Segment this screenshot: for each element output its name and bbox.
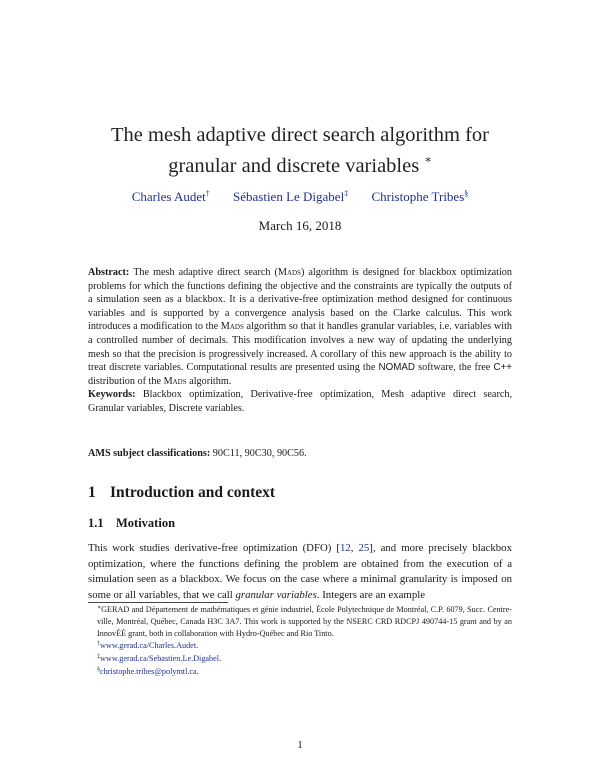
nomad-name: NOMAD: [378, 362, 415, 374]
citation-12[interactable]: 12: [339, 542, 351, 554]
citation-25[interactable]: 25: [358, 542, 370, 554]
footnote-audet: †www.gerad.ca/Charles.Audet.: [97, 641, 199, 651]
abstract: [88, 266, 512, 416]
publication-date: March 16, 2018: [258, 218, 342, 233]
footnote-tribes: §christophe.tribes@polymtl.ca.: [97, 666, 199, 676]
author-1[interactable]: Charles Audet†: [131, 189, 210, 204]
subsection-heading: 1.1 Motivation: [88, 516, 176, 530]
author-list: [60, 189, 540, 205]
keywords-label: Keywords:: [88, 389, 136, 401]
author-3[interactable]: Christophe Tribes§: [371, 189, 469, 204]
emphasis-granular: granular variables: [235, 588, 317, 601]
footnotes: [88, 603, 512, 678]
body-paragraph: This work studies derivative-free optimization (DFO) [12, 25], and more precisely blackbox optimization, where the functions defining the problem are obtained from the execution of a simulation seen as a blackbox. We focus on the case where a minimal granularity is imposed on some or all variables, that we call granular variables. Integers are an example: [88, 542, 512, 601]
title-line-1: The mesh adaptive direct search algorithm for: [111, 124, 489, 146]
footnote-le-digabel: ‡www.gerad.ca/Sebastien.Le.Digabel.: [97, 654, 222, 664]
title-footnote-mark[interactable]: ∗: [424, 154, 432, 166]
title-line-2: granular and discrete variables: [168, 155, 420, 177]
abstract-paragraph: Abstract: The mesh adaptive direct search (Mads) algorithm is designed for blackbox optimization problems for which the functions defining the objective and the constraints are typically the outputs of a simulation seen as a blackbox. It is a derivative-free optimization method designed for continuous variables and is supported by a convergence analysis based on the Clarke calculus. This work introduces a modification to the Mads algorithm so that it handles granular variables, i.e. variables with a controlled number of decimals. This modification involves a new way of updating the underlying mesh so that the precision is progressively increased. A corollary of this new approach is the ability to treat discrete variables. Computational results are presented using the NOMAD software, the free C++ distribution of the Mads algorithm.: [88, 267, 512, 387]
ams-classification: AMS subject classifications: 90C11, 90C30, 90C56.: [88, 448, 307, 459]
footnote-affiliation: ∗GERAD and Département de mathématiques et génie industriel, École Polytechnique de Montréal, C.P. 6079, Succ. Centre-ville, Montréal, Québec, Canada H3C 3A7. This work is supported by the NSERC CRD RDCPJ 490744-15 grant and by an InnovÉÉ grant, both in collaboration with Hydro-Québec and Rio Tinto.: [97, 605, 512, 638]
abstract-label: Abstract:: [88, 267, 130, 278]
keywords-text: Blackbox optimization, Derivative-free optimization, Mesh adaptive direct search, Granular variables, Discrete variables.: [88, 389, 512, 414]
section-heading: 1 Introduction and context: [88, 484, 276, 501]
author-2[interactable]: Sébastien Le Digabel‡: [233, 189, 349, 204]
page-number: 1: [297, 739, 303, 751]
le-digabel-url-link[interactable]: www.gerad.ca/Sebastien.Le.Digabel: [100, 654, 220, 664]
mads-acronym: Mads: [277, 267, 301, 278]
paper-title: [60, 123, 540, 179]
cpp-name: C++: [493, 362, 512, 374]
tribes-email-link[interactable]: christophe.tribes@polymtl.ca: [100, 666, 197, 676]
audet-url-link[interactable]: www.gerad.ca/Charles.Audet: [100, 641, 197, 651]
keywords: [88, 388, 512, 415]
